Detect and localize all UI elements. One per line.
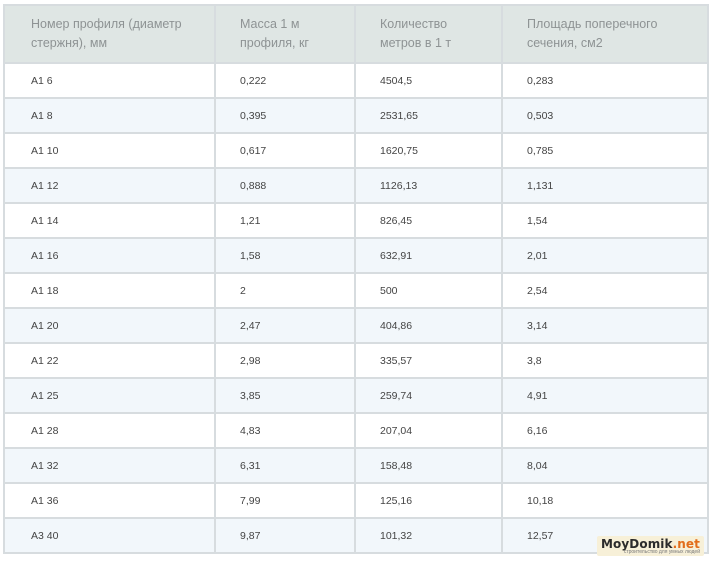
cell-mass: 0,222	[215, 63, 355, 98]
cell-mass: 0,395	[215, 98, 355, 133]
cell-area: 1,131	[502, 168, 708, 203]
cell-profile: А1 8	[4, 98, 215, 133]
rebar-spec-table	[3, 4, 709, 554]
cell-mass: 0,617	[215, 133, 355, 168]
cell-area: 8,04	[502, 448, 708, 483]
table-container	[3, 4, 707, 554]
cell-profile: А1 36	[4, 483, 215, 518]
header-profile-number: Номер профиля (диаметр стержня), мм	[4, 5, 215, 63]
cell-meters: 1620,75	[355, 133, 502, 168]
cell-area: 0,283	[502, 63, 708, 98]
cell-meters: 101,32	[355, 518, 502, 553]
table-row	[4, 378, 708, 413]
cell-meters: 207,04	[355, 413, 502, 448]
cell-meters: 404,86	[355, 308, 502, 343]
cell-meters: 335,57	[355, 343, 502, 378]
cell-area: 3,8	[502, 343, 708, 378]
cell-profile: А1 25	[4, 378, 215, 413]
cell-profile: А1 16	[4, 238, 215, 273]
cell-mass: 2,98	[215, 343, 355, 378]
cell-mass: 6,31	[215, 448, 355, 483]
cell-area: 2,54	[502, 273, 708, 308]
cell-area: 6,16	[502, 413, 708, 448]
table-row	[4, 238, 708, 273]
cell-meters: 500	[355, 273, 502, 308]
table-header	[4, 5, 708, 63]
cell-mass: 7,99	[215, 483, 355, 518]
cell-mass: 1,21	[215, 203, 355, 238]
cell-meters: 4504,5	[355, 63, 502, 98]
cell-area: 4,91	[502, 378, 708, 413]
header-row	[4, 5, 708, 63]
table-row	[4, 168, 708, 203]
cell-mass: 2	[215, 273, 355, 308]
cell-mass: 4,83	[215, 413, 355, 448]
cell-area: 10,18	[502, 483, 708, 518]
cell-profile: А1 28	[4, 413, 215, 448]
cell-area: 1,54	[502, 203, 708, 238]
watermark-brand-tld: .net	[672, 537, 700, 551]
cell-mass: 3,85	[215, 378, 355, 413]
watermark-tagline: строительство для умных людей	[623, 549, 700, 555]
table-row	[4, 308, 708, 343]
table-row	[4, 203, 708, 238]
cell-area: 3,14	[502, 308, 708, 343]
cell-meters: 158,48	[355, 448, 502, 483]
cell-mass: 9,87	[215, 518, 355, 553]
cell-profile: А1 22	[4, 343, 215, 378]
watermark-brand-main: MoyDomik	[600, 537, 673, 551]
cell-profile: А1 12	[4, 168, 215, 203]
cell-mass: 2,47	[215, 308, 355, 343]
cell-meters: 1126,13	[355, 168, 502, 203]
cell-meters: 2531,65	[355, 98, 502, 133]
cell-area: 0,503	[502, 98, 708, 133]
table-row	[4, 63, 708, 98]
cell-meters: 259,74	[355, 378, 502, 413]
cell-profile: А1 32	[4, 448, 215, 483]
table-row	[4, 413, 708, 448]
cell-profile: А1 18	[4, 273, 215, 308]
header-cross-section-area: Площадь поперечного сечения, см2	[502, 5, 708, 63]
cell-profile: А1 20	[4, 308, 215, 343]
cell-mass: 1,58	[215, 238, 355, 273]
table-row	[4, 448, 708, 483]
cell-meters: 826,45	[355, 203, 502, 238]
table-row	[4, 98, 708, 133]
header-meters-per-ton: Количество метров в 1 т	[355, 5, 502, 63]
cell-area: 12,57	[502, 518, 708, 553]
site-watermark	[597, 536, 704, 556]
table-row	[4, 273, 708, 308]
table-row	[4, 133, 708, 168]
cell-meters: 632,91	[355, 238, 502, 273]
cell-mass: 0,888	[215, 168, 355, 203]
table-row	[4, 483, 708, 518]
header-mass-per-meter: Масса 1 м профиля, кг	[215, 5, 355, 63]
table-body	[4, 63, 708, 553]
cell-area: 0,785	[502, 133, 708, 168]
cell-meters: 125,16	[355, 483, 502, 518]
cell-profile: А1 6	[4, 63, 215, 98]
cell-area: 2,01	[502, 238, 708, 273]
cell-profile: А3 40	[4, 518, 215, 553]
cell-profile: А1 14	[4, 203, 215, 238]
cell-profile: А1 10	[4, 133, 215, 168]
table-row	[4, 343, 708, 378]
